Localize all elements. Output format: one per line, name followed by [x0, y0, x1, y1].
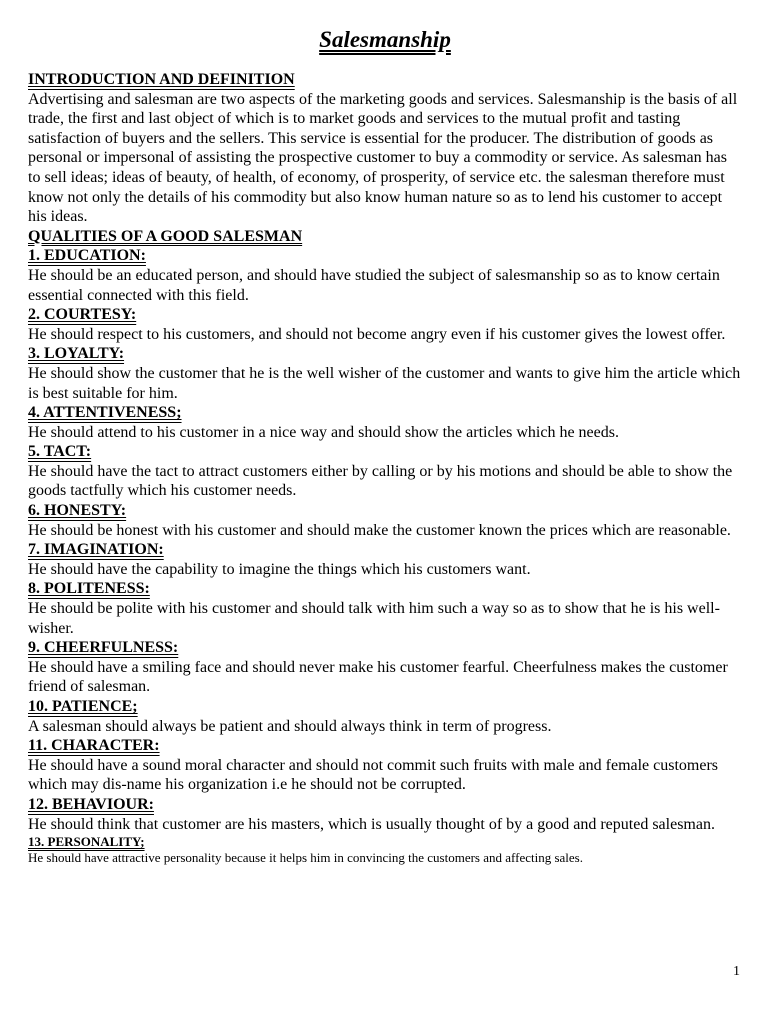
- quality-text: He should have attractive personality because it helps him in convincing the customers and affecting sales.: [28, 850, 583, 866]
- quality-heading: 13. PERSONALITY;: [28, 834, 145, 850]
- quality-heading: 5. TACT:: [28, 443, 92, 461]
- quality-text: He should have a smiling face and should never make his customer fearful. Cheerfulness makes the customer friend of salesman.: [28, 658, 728, 696]
- quality-heading: 3. LOYALTY:: [28, 345, 125, 363]
- document-page: [28, 24, 742, 866]
- quality-section: [28, 305, 742, 344]
- quality-text: He should have a sound moral character and should not commit such fruits with male and female customers which may dis-name his organization i.e he should not be corrupted.: [28, 756, 719, 794]
- quality-heading: 10. PATIENCE;: [28, 698, 138, 715]
- quality-section: [28, 795, 742, 834]
- document-title: Salesmanship: [319, 27, 451, 52]
- quality-heading: 4. ATTENTIVENESS;: [28, 404, 182, 422]
- quality-heading: 11. CHARACTER:: [28, 737, 160, 755]
- quality-heading: 1. EDUCATION:: [28, 247, 146, 265]
- page-number: 1: [733, 964, 740, 979]
- quality-text: He should be honest with his customer and should make the customer known the prices which are reasonable.: [28, 521, 731, 539]
- quality-text: He should be polite with his customer and should talk with him such a way so as to show that he is his well-wisher.: [28, 600, 720, 637]
- quality-text: He should respect to his customers, and should not become angry even if his customer gives the lowest offer.: [28, 325, 726, 343]
- qualities-heading: QUALITIES OF A GOOD SALESMAN: [28, 227, 303, 245]
- quality-heading: 2. COURTESY:: [28, 306, 137, 324]
- quality-heading: 6. HONESTY:: [28, 502, 127, 520]
- quality-section: [28, 501, 742, 540]
- quality-text: A salesman should always be patient and should always think in term of progress.: [28, 717, 552, 735]
- quality-section: [28, 403, 742, 442]
- quality-heading: 7. IMAGINATION:: [28, 541, 164, 559]
- quality-section: [28, 638, 742, 697]
- quality-text: He should be an educated person, and should have studied the subject of salesmanship so as to know certain essential connected with this field.: [28, 266, 720, 304]
- quality-heading: 9. CHEERFULNESS:: [28, 639, 179, 657]
- quality-section: [28, 579, 742, 638]
- quality-section: [28, 697, 742, 736]
- quality-section: [28, 246, 742, 305]
- intro-paragraph: Advertising and salesman are two aspects of the marketing goods and services. Salesmanship is the basis of all trade, the first and last object of which is to market goods and services to the mutual profit and tasting satisfaction of buyers and the sellers. This service is essential for the producer. The distribution of goods as personal or impersonal of assisting the prospective customer to buy a commodity or service. As salesman has to sell ideas; ideas of beauty, of health, of economy, of prosperity, of service etc. the salesman therefore must know not only the details of his commodity but also know human nature so as to lend his customer to accept his ideas.: [28, 90, 738, 226]
- quality-text: He should have the tact to attract customers either by calling or by his motions and should be able to show the goods tactfully which his customer needs.: [28, 462, 733, 500]
- quality-text: He should have the capability to imagine the things which his customers want.: [28, 560, 531, 578]
- quality-text: He should attend to his customer in a nice way and should show the articles which he needs.: [28, 423, 619, 441]
- quality-section: [28, 540, 742, 579]
- quality-heading: 12. BEHAVIOUR:: [28, 795, 154, 813]
- intro-heading: INTRODUCTION AND DEFINITION: [28, 71, 295, 88]
- quality-text: He should show the customer that he is the well wisher of the customer and wants to give him the article which is best suitable for him.: [28, 364, 741, 402]
- quality-section: [28, 344, 742, 403]
- quality-section: [28, 736, 742, 795]
- quality-section: [28, 442, 742, 501]
- quality-text: He should think that customer are his masters, which is usually thought of by a good and reputed salesman.: [28, 815, 715, 833]
- quality-heading: 8. POLITENESS:: [28, 580, 150, 598]
- quality-section: [28, 834, 742, 866]
